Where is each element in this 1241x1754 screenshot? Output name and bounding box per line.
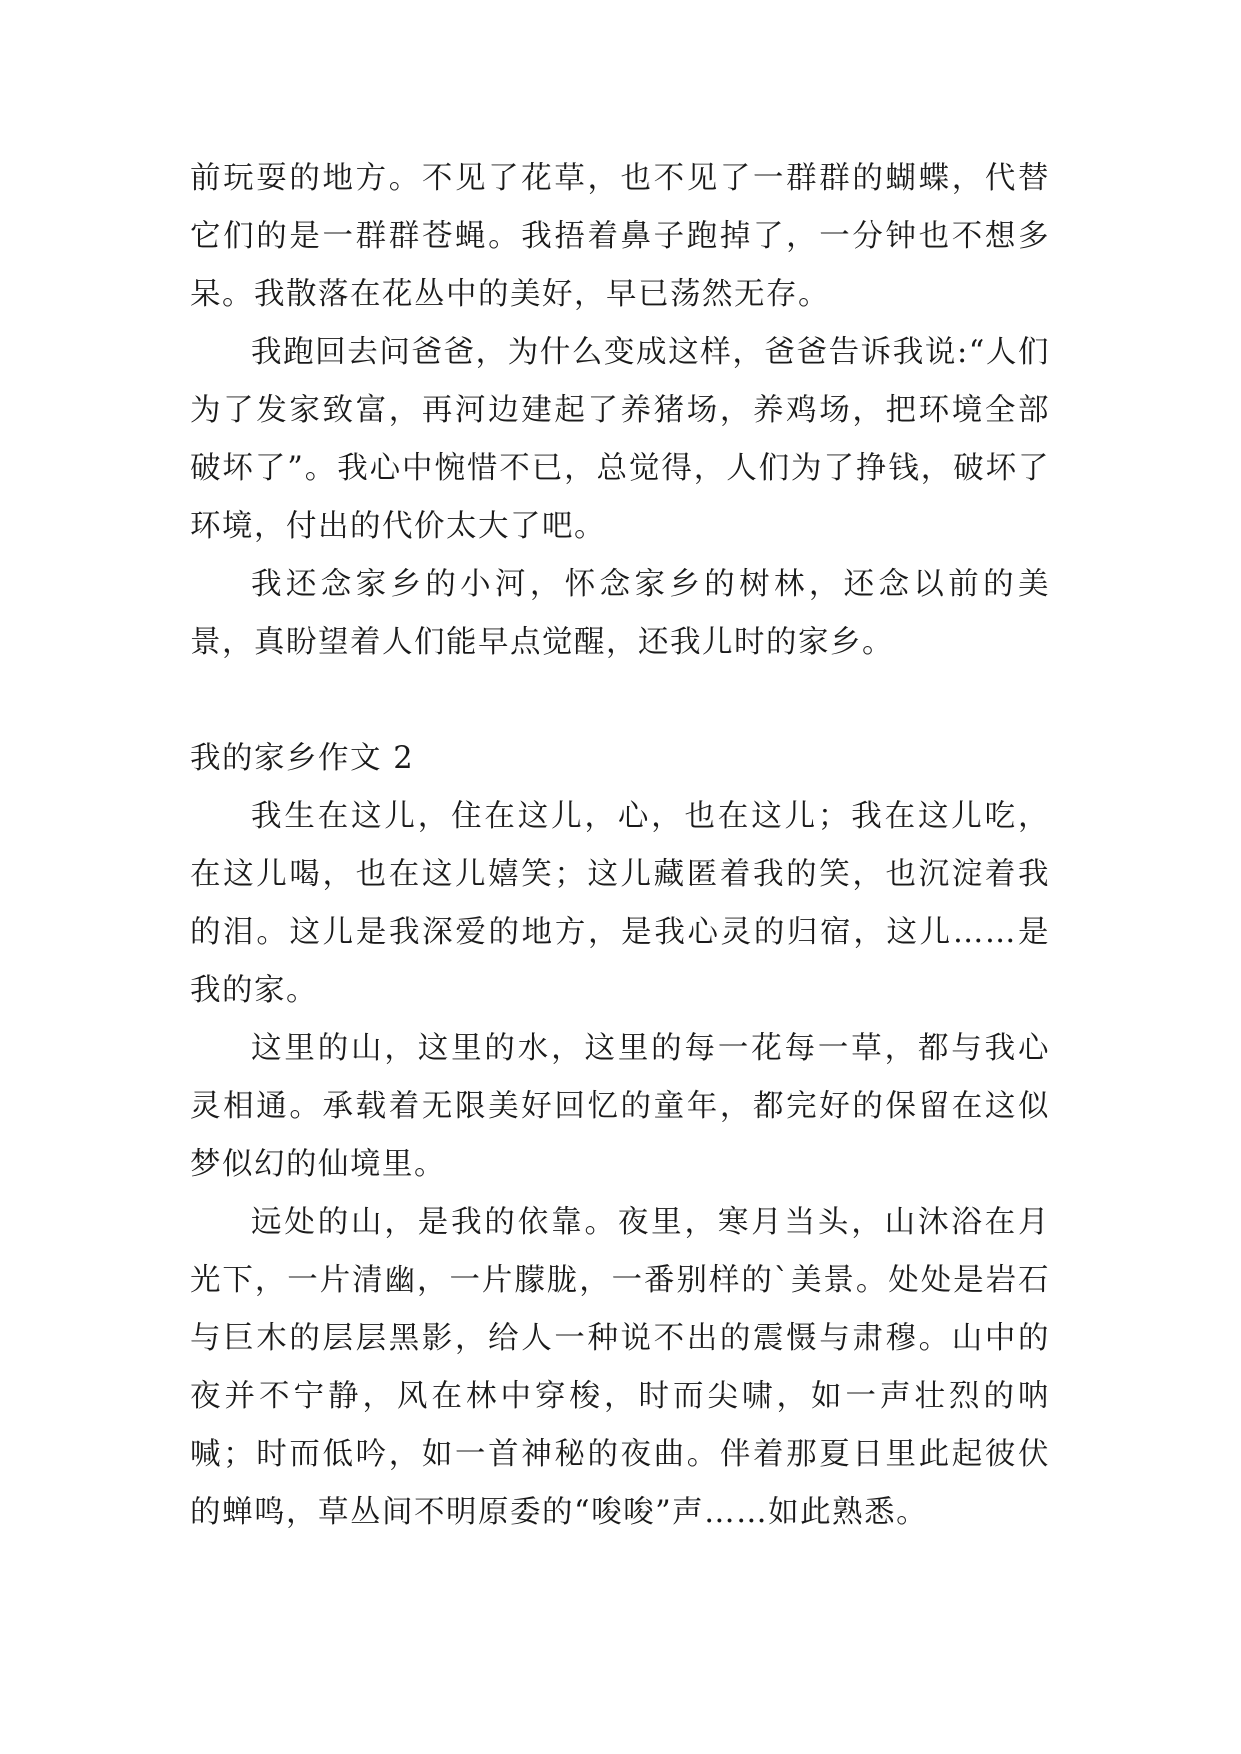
- paragraph: 远处的山，是我的依靠。夜里，寒月当头，山沐浴在月光下，一片清幽，一片朦胧，一番别样的`美景。处处是岩石与巨木的层层黑影，给人一种说不出的震慑与肃穆。山中的夜并不宁静，风在林中穿梭，时而尖啸，如一声壮烈的呐喊；时而低吟，如一首神秘的夜曲。伴着那夏日里此起彼伏的蝉鸣，草丛间不明原委的“唆唆”声……如此熟悉。: [190, 1205, 1050, 1530]
- section-title: 我的家乡作文 2: [190, 741, 415, 776]
- paragraph: 前玩耍的地方。不见了花草，也不见了一群群的蝴蝶，代替它们的是一群群苍蝇。我捂着鼻子跑掉了，一分钟也不想多呆。我散落在花丛中的美好，早已荡然无存。: [190, 161, 1050, 312]
- document-page: [190, 150, 1050, 1542]
- paragraph: 我还念家乡的小河，怀念家乡的树林，还念以前的美景，真盼望着人们能早点觉醒，还我儿时的家乡。: [190, 567, 1050, 660]
- paragraph: 我生在这儿，住在这儿，心，也在这儿；我在这儿吃，在这儿喝，也在这儿嬉笑；这儿藏匿着我的笑，也沉淀着我的泪。这儿是我深爱的地方，是我心灵的归宿，这儿……是我的家。: [190, 799, 1050, 1008]
- paragraph: 这里的山，这里的水，这里的每一花每一草，都与我心灵相通。承载着无限美好回忆的童年，都完好的保留在这似梦似幻的仙境里。: [190, 1031, 1050, 1182]
- paragraph: 我跑回去问爸爸，为什么变成这样，爸爸告诉我说:“人们为了发家致富，再河边建起了养猪场，养鸡场，把环境全部破坏了”。我心中惋惜不已，总觉得，人们为了挣钱，破坏了环境，付出的代价太大了吧。: [190, 335, 1050, 544]
